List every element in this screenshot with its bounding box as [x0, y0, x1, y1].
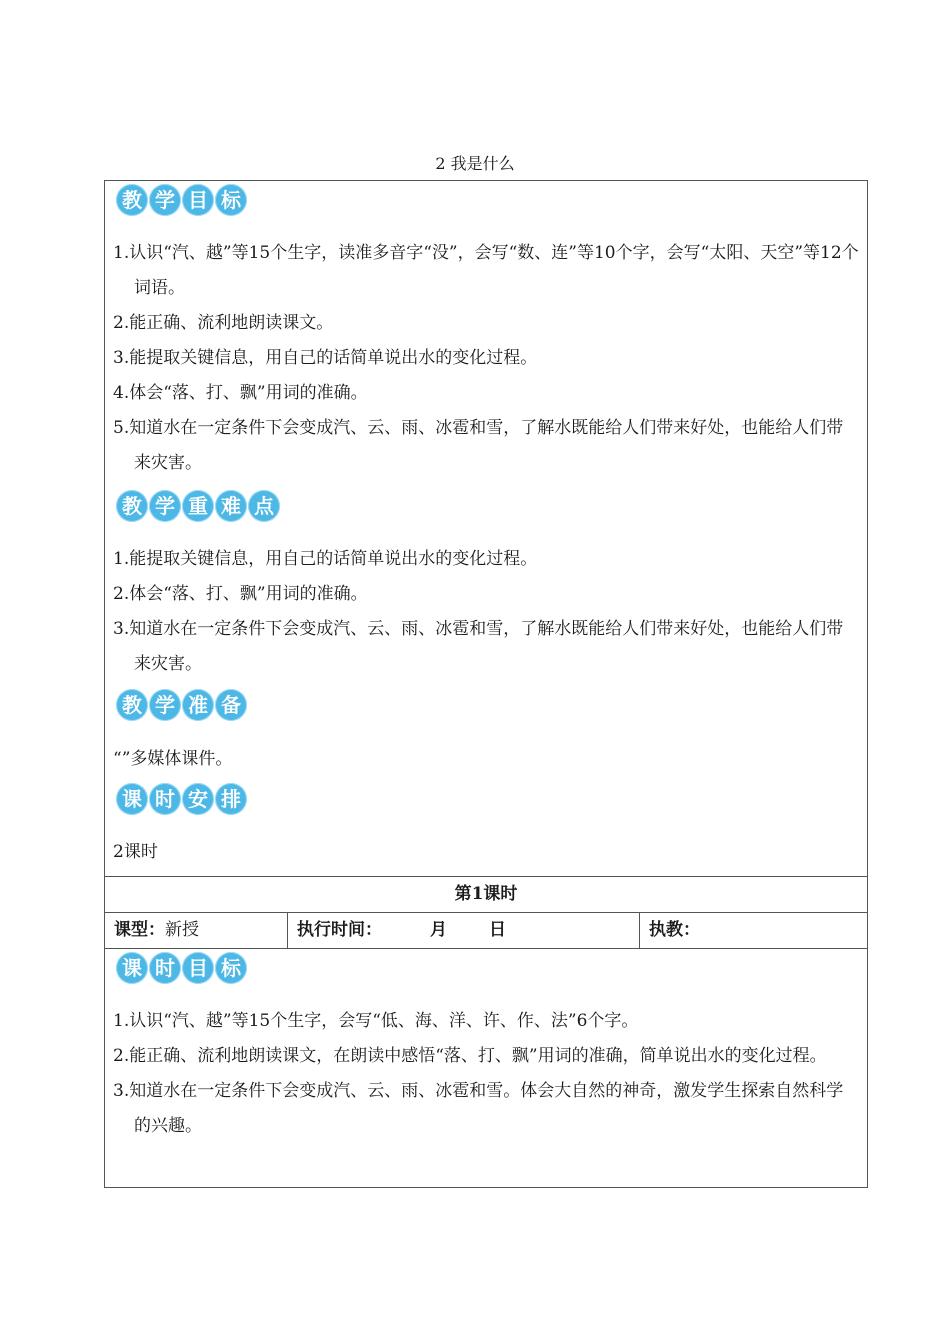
list-item: 3.知道水在一定条件下会变成汽、云、雨、冰雹和雪。体会大自然的神奇，激发学生探索自然科学的兴趣。	[113, 1081, 844, 1136]
list-item: 3.能提取关键信息，用自己的话简单说出水的变化过程。	[113, 348, 538, 368]
lesson-goals-heading	[116, 952, 247, 984]
list-item: 3.知道水在一定条件下会变成汽、云、雨、冰雹和雪，了解水既能给人们带来好处，也能给人们带来灾害。	[113, 619, 844, 674]
schedule-heading	[116, 783, 247, 815]
list-item: 2.体会“落、打、飘”用词的准确。	[113, 584, 368, 604]
heading-char: 课	[116, 952, 148, 984]
heading-char: 课	[116, 783, 148, 815]
heading-char: 教	[116, 184, 148, 216]
schedule-list	[113, 835, 859, 870]
list-item: 5.知道水在一定条件下会变成汽、云、雨、冰雹和雪，了解水既能给人们带来好处，也能给人们带来灾害。	[113, 418, 844, 473]
document-title: 2 我是什么	[435, 154, 515, 173]
list-item: 4.体会“落、打、飘”用词的准确。	[113, 383, 368, 403]
day-label: 日	[489, 920, 506, 940]
prep-heading	[116, 689, 247, 721]
key-points-list	[113, 542, 859, 682]
heading-char: 学	[149, 490, 181, 522]
heading-char: 排	[215, 783, 247, 815]
heading-char: 学	[149, 689, 181, 721]
lesson-type-value: 新授	[165, 920, 199, 940]
lesson-plan-table	[104, 180, 868, 1188]
heading-char: 安	[182, 783, 214, 815]
divider	[639, 912, 640, 948]
lesson-type	[114, 912, 199, 948]
heading-char: 点	[248, 490, 280, 522]
heading-char: 重	[182, 490, 214, 522]
divider	[105, 912, 867, 913]
heading-char: 备	[215, 689, 247, 721]
key-points-heading	[116, 490, 280, 522]
divider	[287, 912, 288, 948]
heading-char: 时	[149, 952, 181, 984]
prep-list	[113, 742, 859, 777]
heading-char: 标	[215, 184, 247, 216]
heading-char: 学	[149, 184, 181, 216]
goals-list	[113, 236, 859, 481]
lesson-goals-list	[113, 1004, 859, 1144]
list-item: 2.能正确、流利地朗读课文，在朗读中感悟“落、打、飘”用词的准确，简单说出水的变化过程。	[113, 1046, 827, 1066]
heading-char: 目	[182, 184, 214, 216]
execution-time	[297, 912, 382, 948]
execution-time-label: 执行时间：	[297, 920, 382, 940]
list-item: 1.认识“汽、越”等15个生字，会写“低、海、洋、许、作、法”6个字。	[113, 1011, 639, 1031]
heading-char: 教	[116, 689, 148, 721]
divider	[105, 948, 867, 949]
lesson-title: 第1课时	[454, 884, 518, 904]
month-label: 月	[430, 920, 447, 940]
list-item: 2课时	[113, 842, 158, 862]
heading-char: 目	[182, 952, 214, 984]
list-item: 1.能提取关键信息，用自己的话简单说出水的变化过程。	[113, 549, 538, 569]
teacher-label: 执教：	[649, 920, 700, 940]
goals-heading	[116, 184, 247, 216]
list-item: 1.认识“汽、越”等15个生字，读准多音字“没”，会写“数、连”等10个字，会写“太阳、天空”等12个词语。	[113, 243, 859, 298]
heading-char: 准	[182, 689, 214, 721]
heading-char: 时	[149, 783, 181, 815]
list-item: 2.能正确、流利地朗读课文。	[113, 313, 334, 333]
lesson-type-label: 课型：	[114, 920, 165, 940]
list-item: “”多媒体课件。	[113, 749, 233, 769]
heading-char: 标	[215, 952, 247, 984]
heading-char: 教	[116, 490, 148, 522]
heading-char: 难	[215, 490, 247, 522]
